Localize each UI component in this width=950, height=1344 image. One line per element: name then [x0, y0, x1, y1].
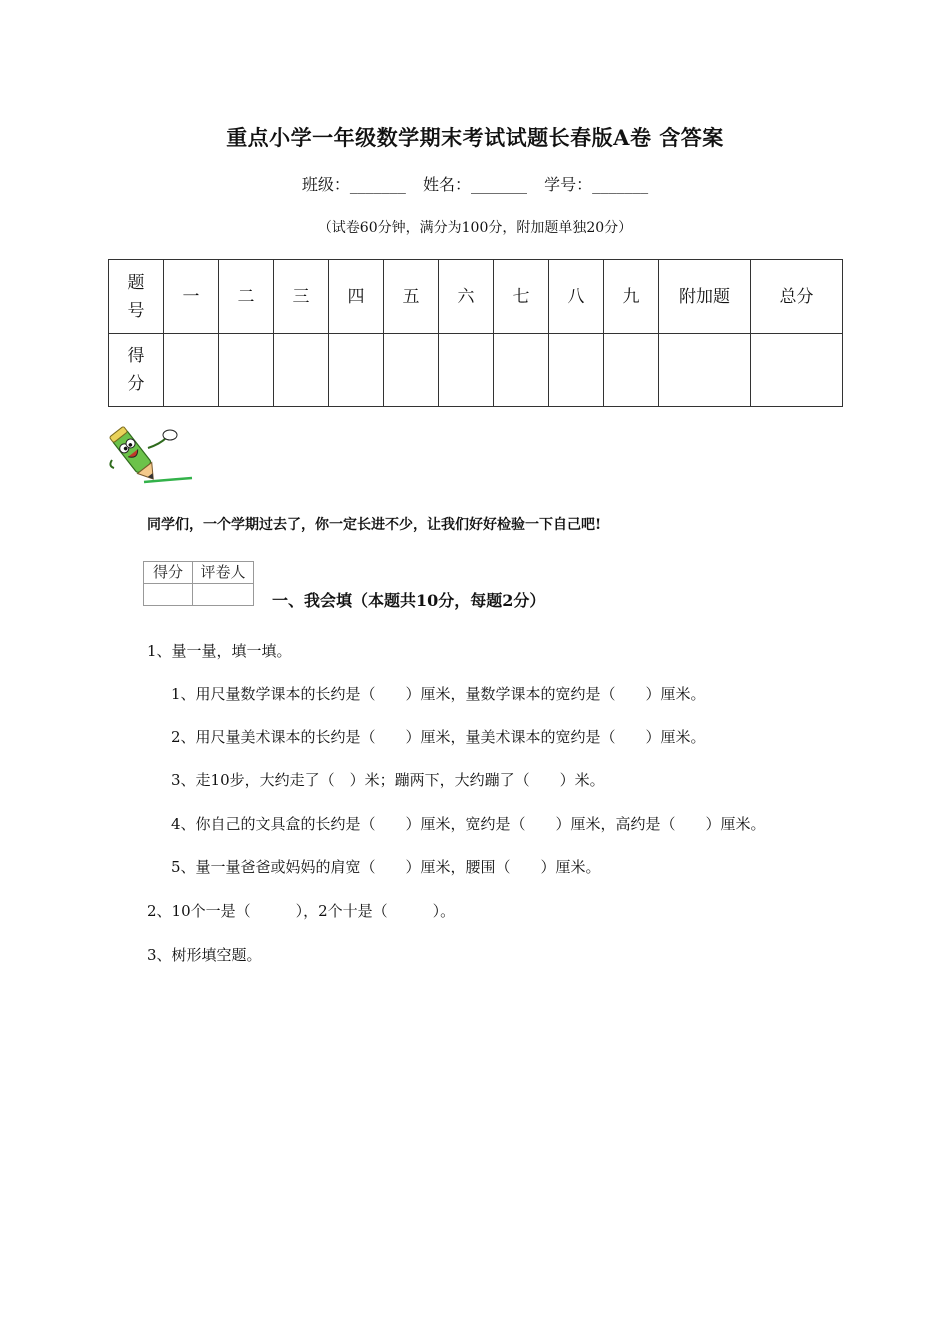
score-table — [108, 259, 843, 407]
score-cell[interactable] — [751, 334, 843, 407]
score-row — [109, 334, 843, 407]
student-number-field[interactable]: 学号：_______ — [544, 175, 649, 194]
question-1-4: 4、你自己的文具盒的长约是（ ）厘米，宽约是（ ）厘米，高约是（ ）厘米。 — [171, 815, 766, 833]
column-header: 八 — [549, 260, 604, 334]
column-header: 五 — [384, 260, 439, 334]
grader-label: 评卷人 — [193, 562, 254, 584]
column-header: 附加题 — [659, 260, 751, 334]
score-cell[interactable] — [219, 334, 274, 407]
class-field[interactable]: 班级：_______ — [301, 175, 406, 194]
question-2: 2、10个一是（ ），2个十是（ ）。 — [147, 902, 456, 920]
question-1-3: 3、走10步，大约走了（ ）米；蹦两下，大约蹦了（ ）米。 — [171, 771, 605, 789]
question-1: 1、量一量，填一填。 — [147, 642, 292, 660]
header-char: 得 — [127, 346, 145, 366]
question-1-5: 5、量一量爸爸或妈妈的肩宽（ ）厘米，腰围（ ）厘米。 — [171, 858, 601, 876]
column-header: 三 — [274, 260, 329, 334]
score-cell[interactable] — [384, 334, 439, 407]
question-1-2: 2、用尺量美术课本的长约是（ ）厘米，量美术课本的宽约是（ ）厘米。 — [171, 728, 706, 746]
score-cell[interactable] — [144, 584, 193, 606]
column-header: 四 — [329, 260, 384, 334]
grader-table — [143, 561, 254, 606]
greeting-text: 同学们，一个学期过去了，你一定长进不少，让我们好好检验一下自己吧! — [147, 517, 602, 533]
section-title: 一、我会填（本题共10分，每题2分） — [272, 591, 546, 610]
score-cell[interactable] — [604, 334, 659, 407]
score-cell[interactable] — [439, 334, 494, 407]
column-header: 一 — [164, 260, 219, 334]
header-char: 题 — [127, 272, 145, 293]
student-info-line — [0, 172, 950, 195]
question-number-row — [109, 260, 843, 334]
question-1-1: 1、用尺量数学课本的长约是（ ）厘米，量数学课本的宽约是（ ）厘米。 — [171, 685, 706, 703]
pencil-mascot-icon — [104, 420, 194, 492]
grader-cell[interactable] — [193, 584, 254, 606]
score-cell[interactable] — [494, 334, 549, 407]
exam-note: （试卷60分钟，满分为100分，附加题单独20分） — [317, 220, 633, 236]
question-3: 3、树形填空题。 — [147, 946, 262, 964]
column-header: 总分 — [751, 260, 843, 334]
score-cell[interactable] — [164, 334, 219, 407]
score-header — [109, 334, 164, 407]
column-header: 九 — [604, 260, 659, 334]
column-header: 六 — [439, 260, 494, 334]
column-header: 七 — [494, 260, 549, 334]
header-char: 分 — [127, 374, 145, 394]
page-title: 重点小学一年级数学期末考试试题长春版A卷 含答案 — [226, 125, 724, 150]
score-label: 得分 — [144, 562, 193, 584]
question-number-header — [109, 260, 164, 334]
name-field[interactable]: 姓名：_______ — [422, 175, 527, 194]
score-cell[interactable] — [329, 334, 384, 407]
score-cell[interactable] — [659, 334, 751, 407]
score-cell[interactable] — [274, 334, 329, 407]
column-header: 二 — [219, 260, 274, 334]
score-cell[interactable] — [549, 334, 604, 407]
header-char: 号 — [127, 300, 145, 321]
